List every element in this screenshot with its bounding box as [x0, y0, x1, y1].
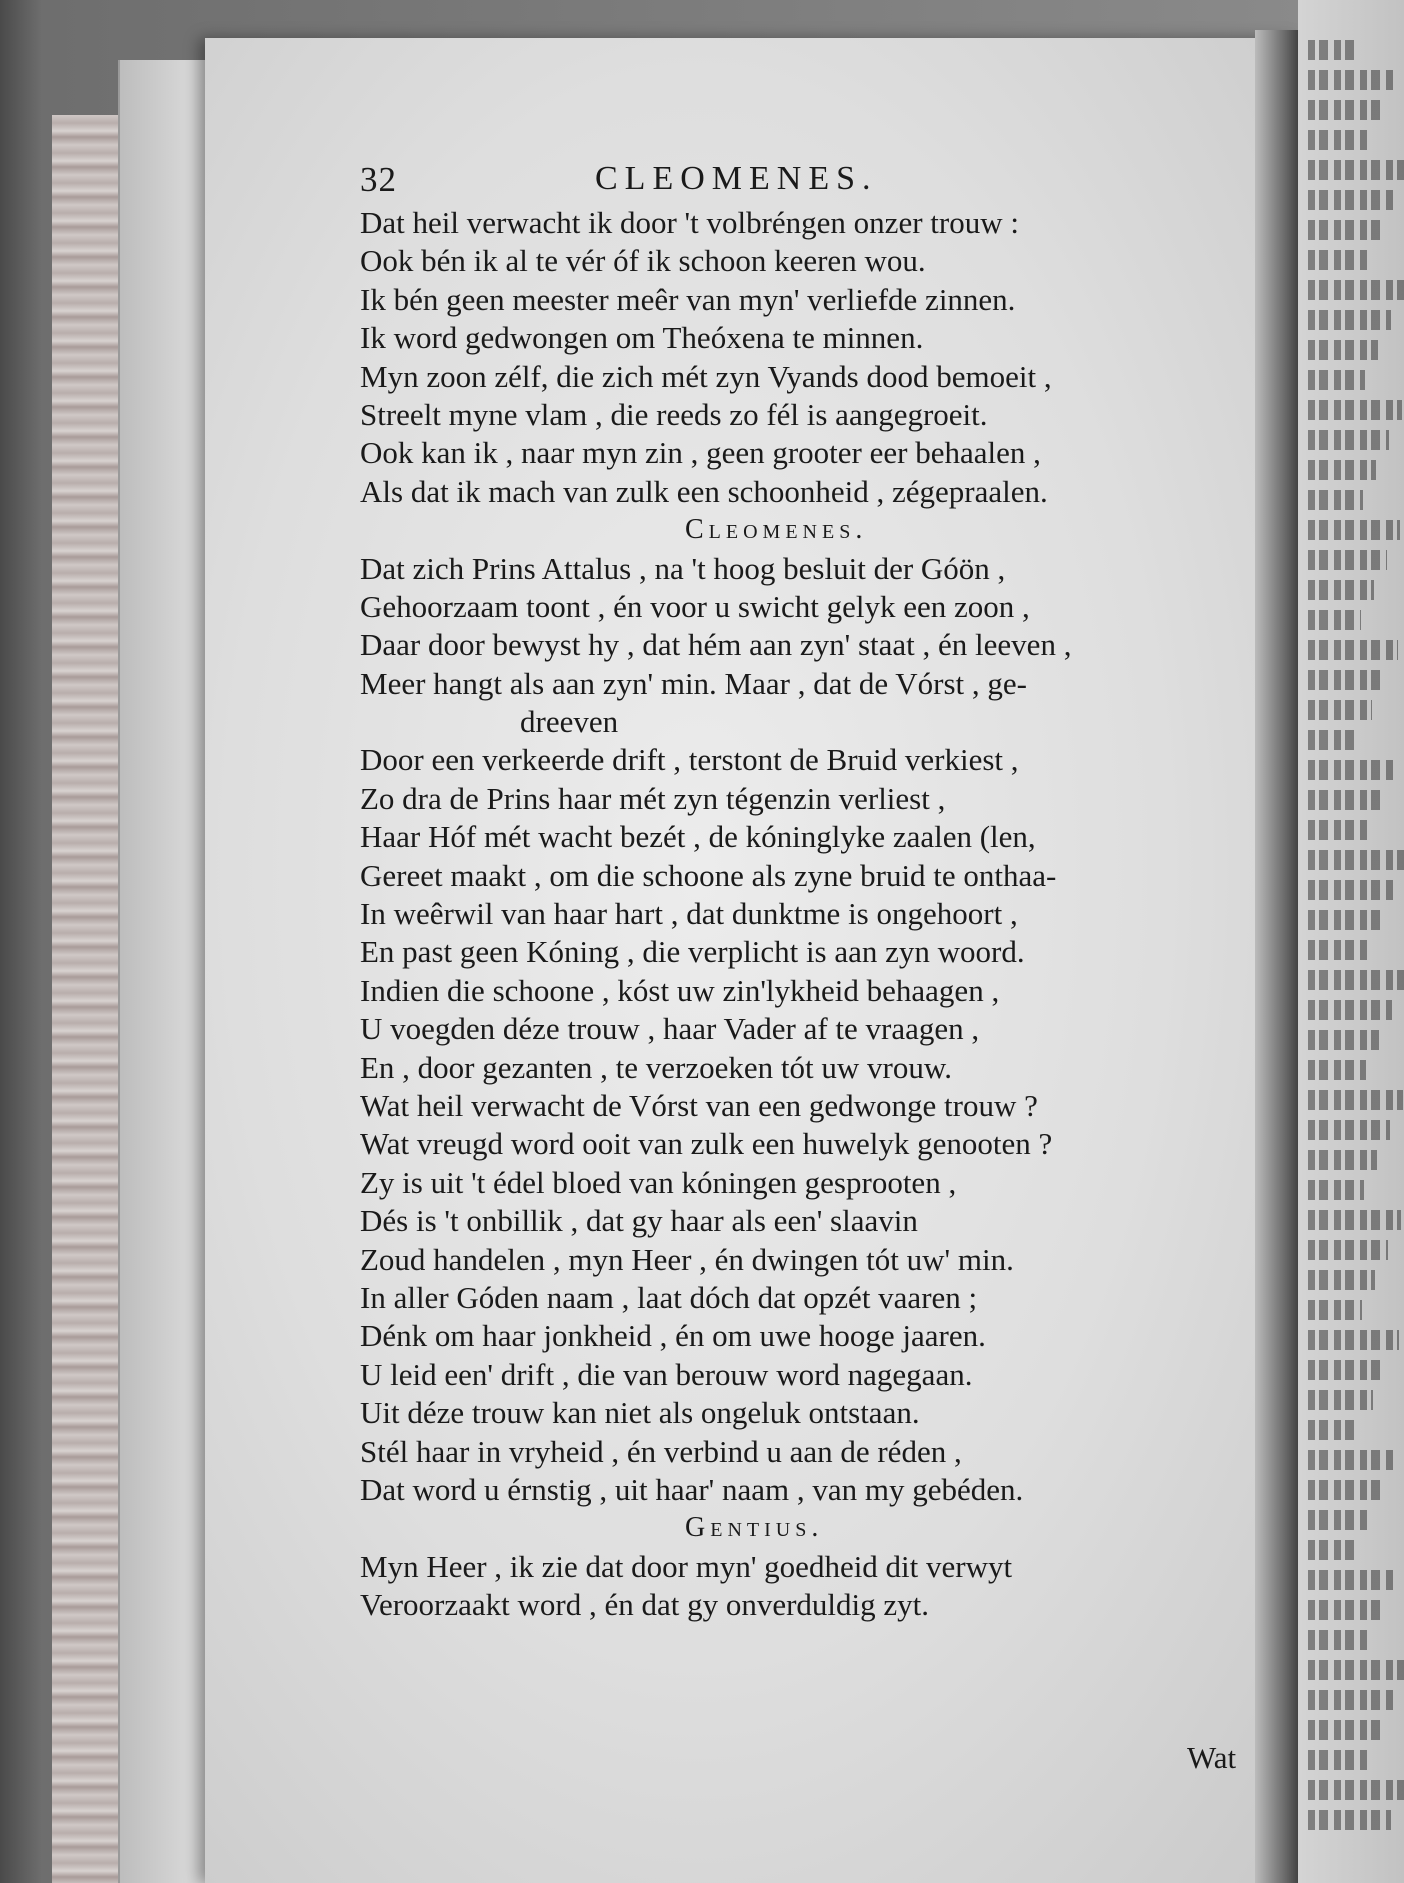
verse-line: Myn zoon zélf, die zich mét zyn Vyands dood bemoeit ,	[360, 358, 1052, 394]
facing-page-text-smudge	[1308, 550, 1387, 570]
verse-line: Zo dra de Prins haar mét zyn tégenzin verliest ,	[360, 780, 946, 816]
facing-page-text-smudge	[1308, 1180, 1364, 1200]
facing-page-text-smudge	[1308, 1780, 1404, 1800]
verse-line: Ik bén geen meester meêr van myn' verliefde zinnen.	[360, 281, 1016, 317]
verse-line: Dat word u érnstig , uit haar' naam , van my gebéden.	[360, 1471, 1024, 1507]
verse-line: Ook bén ik al te vér óf ik schoon keeren wou.	[360, 243, 926, 279]
facing-page-text-smudge	[1308, 1030, 1379, 1050]
facing-page-text-smudge	[1308, 1420, 1360, 1440]
speaker-name: Cleomenes.	[685, 514, 868, 546]
running-head: CLEOMENES.	[595, 160, 878, 197]
facing-page-text-smudge	[1308, 70, 1395, 90]
facing-page-text-smudge	[1308, 820, 1370, 840]
facing-page-text-smudge	[1308, 1720, 1380, 1740]
facing-page-text-smudge	[1308, 1660, 1404, 1680]
facing-page-text-smudge	[1308, 1090, 1403, 1110]
verse-line: Zoud handelen , myn Heer , én dwingen tót uw' min.	[360, 1241, 1014, 1277]
facing-page-text-smudge	[1308, 1300, 1362, 1320]
verse-line: Als dat ik mach van zulk een schoonheid , zégepraalen.	[360, 473, 1048, 509]
facing-page-text-smudge	[1308, 670, 1385, 690]
facing-page-text-smudge	[1308, 1540, 1358, 1560]
catchword: Wat	[1187, 1740, 1237, 1775]
facing-page-text-smudge	[1308, 970, 1404, 990]
verse-line: Indien die schoone , kóst uw zin'lykheid behaagen ,	[360, 972, 1000, 1008]
facing-page-text-smudge	[1308, 1810, 1391, 1830]
facing-page-text-smudge	[1308, 250, 1367, 270]
facing-page-text-smudge	[1308, 760, 1396, 780]
facing-page-text-smudge	[1308, 940, 1368, 960]
facing-page-text-smudge	[1308, 1750, 1367, 1770]
facing-page-text-smudge	[1308, 1240, 1388, 1260]
page-content	[360, 160, 1260, 1624]
facing-page-text-smudge	[1308, 1120, 1390, 1140]
facing-page-text-smudge	[1308, 430, 1389, 450]
facing-page-text-smudge	[1308, 340, 1378, 360]
facing-page-text-smudge	[1308, 610, 1361, 630]
verse-line: Dénk om haar jonkheid , én om uwe hooge jaaren.	[360, 1318, 986, 1354]
facing-page-text-smudge	[1308, 1570, 1395, 1590]
facing-page-text-smudge	[1308, 460, 1376, 480]
verse-line: Streelt myne vlam , die reeds zo fél is aangegroeit.	[360, 396, 988, 432]
facing-page-text-smudge	[1308, 1690, 1393, 1710]
verse-line: Door een verkeerde drift , terstont de Bruid verkiest ,	[360, 742, 1019, 778]
verse-line: Gereet maakt , om die schoone als zyne bruid te onthaa-	[360, 857, 1057, 893]
facing-page-text-smudge	[1308, 1630, 1369, 1650]
facing-page-text-smudge	[1308, 1360, 1386, 1380]
facing-page-text-smudge	[1308, 40, 1358, 60]
facing-page-text-smudge	[1308, 130, 1369, 150]
facing-page-text-smudge	[1308, 850, 1404, 870]
facing-page-text-smudge	[1308, 1060, 1366, 1080]
facing-page-text-smudge	[1308, 700, 1372, 720]
verse-line: En past geen Kóning , die verplicht is aan zyn woord.	[360, 934, 1025, 970]
verse-line: In aller Góden naam , laat dóch dat opzét vaaren ;	[360, 1279, 978, 1315]
facing-page-text-smudge	[1308, 190, 1393, 210]
facing-page-text-smudge	[1308, 310, 1391, 330]
verse-line: Gehoorzaam toont , én voor u swicht gelyk een zoon ,	[360, 588, 1030, 624]
verse-line: Uit déze trouw kan niet als ongeluk ontstaan.	[360, 1395, 920, 1431]
page-header	[360, 160, 1260, 202]
facing-page-text-smudge	[1308, 220, 1380, 240]
verse-line: Dés is 't onbillik , dat gy haar als een' slaavin	[360, 1203, 918, 1239]
verse-line: Meer hangt als aan zyn' min. Maar , dat de Vórst , ge-	[360, 665, 1027, 701]
facing-page-text-smudge	[1308, 370, 1365, 390]
verse-line: U leid een' drift , die van berouw word nagegaan.	[360, 1356, 973, 1392]
facing-page-text-smudge	[1308, 1600, 1382, 1620]
facing-page-text-smudge	[1308, 490, 1363, 510]
page-number: 32	[360, 160, 397, 199]
facing-page-text-smudge	[1308, 880, 1394, 900]
facing-page-text-smudge	[1308, 1480, 1384, 1500]
verse-line: Dat heil verwacht ik door 't volbréngen onzer trouw :	[360, 205, 1019, 240]
verse-line: Myn Heer , ik zie dat door myn' goedheid dit verwyt	[360, 1548, 1013, 1584]
facing-page-text-smudge	[1308, 1210, 1401, 1230]
verse-line: Dat zich Prins Attalus , na 't hoog besluit der Góön ,	[360, 550, 1006, 586]
speaker-name: Gentius.	[685, 1512, 824, 1544]
facing-page-text-smudge	[1308, 520, 1400, 540]
verse-line: Wat heil verwacht de Vórst van een gedwonge trouw ?	[360, 1087, 1038, 1123]
verse-line: Veroorzaakt word , én dat gy onverduldig zyt.	[360, 1587, 930, 1623]
facing-page-text-smudge	[1308, 400, 1402, 420]
verse-line: Ik word gedwongen om Theóxena te minnen.	[360, 320, 924, 356]
facing-page-text-smudge	[1308, 280, 1404, 300]
verse-line: Haar Hóf mét wacht bezét , de kóninglyke zaalen (len,	[360, 819, 1036, 855]
verse-body	[360, 204, 1260, 1624]
verse-line: dreeven	[520, 704, 619, 740]
verse-line: Ook kan ik , naar myn zin , geen grooter eer behaalen ,	[360, 435, 1041, 471]
facing-page-text-smudge	[1308, 1330, 1399, 1350]
facing-page	[1298, 0, 1404, 1883]
facing-page-text-smudge	[1308, 1510, 1371, 1530]
facing-page-text-smudge	[1308, 730, 1359, 750]
verse-line: En , door gezanten , te verzoeken tót uw vrouw.	[360, 1049, 952, 1085]
facing-page-text-smudge	[1308, 1000, 1392, 1020]
verse-line: U voegden déze trouw , haar Vader af te vraagen ,	[360, 1011, 980, 1047]
facing-page-text-smudge	[1308, 1390, 1373, 1410]
facing-page-text-smudge	[1308, 1150, 1377, 1170]
book-edge-strip	[52, 115, 124, 1883]
verse-line: Zy is uit 't édel bloed van kóningen gesprooten ,	[360, 1164, 957, 1200]
facing-page-text-smudge	[1308, 640, 1398, 660]
facing-page-text-smudge	[1308, 1270, 1375, 1290]
facing-page-text-smudge	[1308, 1450, 1397, 1470]
facing-page-text-smudge	[1308, 910, 1381, 930]
verse-line: Daar door bewyst hy , dat hém aan zyn' staat , én leeven ,	[360, 627, 1072, 663]
facing-page-text-smudge	[1308, 160, 1404, 180]
facing-page-text-smudge	[1308, 580, 1374, 600]
verse-line: Wat vreugd word ooit van zulk een huwelyk genooten ?	[360, 1126, 1053, 1162]
facing-page-text-smudge	[1308, 100, 1382, 120]
verse-line: Stél haar in vryheid , én verbind u aan de réden ,	[360, 1433, 962, 1469]
verse-line: In weêrwil van haar hart , dat dunktme is ongehoort ,	[360, 896, 1018, 932]
facing-page-text-smudge	[1308, 790, 1383, 810]
